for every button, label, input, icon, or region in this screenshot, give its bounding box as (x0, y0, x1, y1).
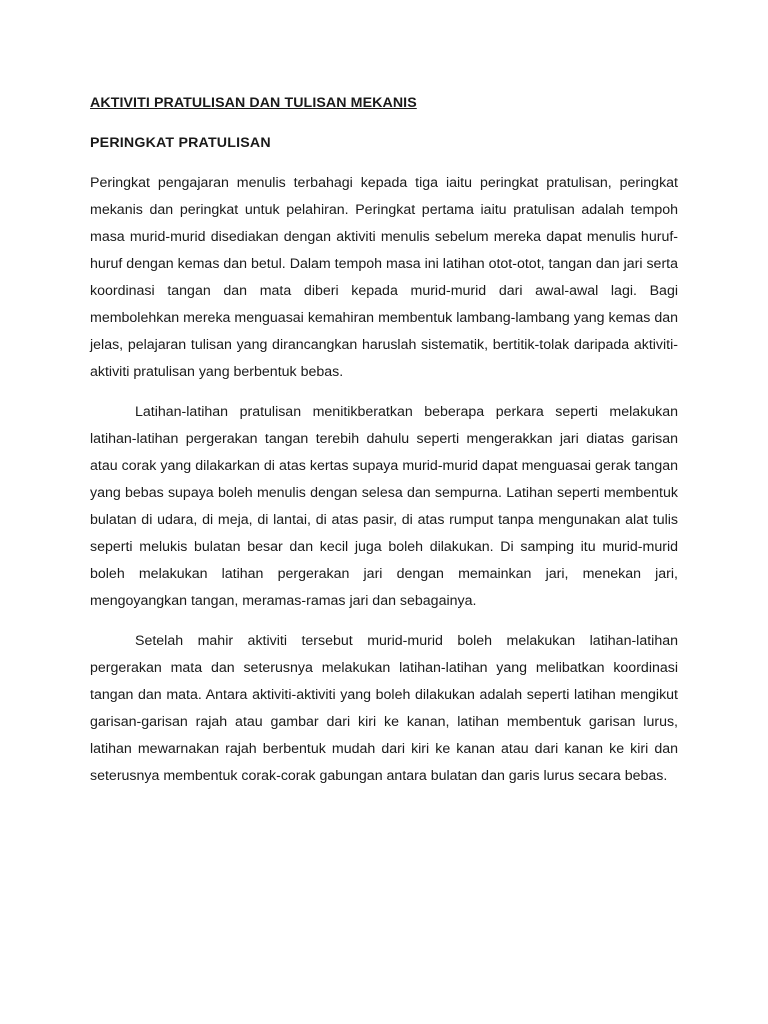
document-title: AKTIVITI PRATULISAN DAN TULISAN MEKANIS (90, 95, 417, 111)
document-body (90, 93, 678, 790)
paragraph-3: Setelah mahir aktiviti tersebut murid-murid boleh melakukan latihan-latihan pergerakan mata dan seterusnya melakukan latihan-latihan yang melibatkan koordinasi tangan dan mata. Antara aktiviti-aktiviti yang boleh dilakukan adalah seperti latihan mengikut garisan-garisan rajah atau gambar dari kiri ke kanan, latihan membentuk garisan lurus, latihan mewarnakan rajah berbentuk mudah dari kiri ke kanan atau dari kanan ke kiri dan seterusnya membentuk corak-corak gabungan antara bulatan dan garis lurus secara bebas. (90, 633, 678, 784)
paragraph-1: Peringkat pengajaran menulis terbahagi kepada tiga iaitu peringkat pratulisan, peringkat mekanis dan peringkat untuk pelahiran. Peringkat pertama iaitu pratulisan adalah tempoh masa murid-murid disediakan dengan aktiviti menulis sebelum mereka dapat menulis huruf-huruf dengan kemas dan betul. Dalam tempoh masa ini latihan otot-otot, tangan dan jari serta koordinasi tangan dan mata diberi kepada murid-murid dari awal-awal lagi. Bagi membolehkan mereka menguasai kemahiran membentuk lambang-lambang yang kemas dan jelas, pelajaran tulisan yang dirancangkan haruslah sistematik, bertitik-tolak daripada aktiviti-aktiviti pratulisan yang berbentuk bebas. (90, 175, 678, 380)
paragraph-2: Latihan-latihan pratulisan menitikberatkan beberapa perkara seperti melakukan latihan-latihan pergerakan tangan terebih dahulu seperti mengerakkan jari diatas garisan atau corak yang dilakarkan di atas kertas supaya murid-murid dapat menguasai gerak tangan yang bebas supaya boleh menulis dengan selesa dan sempurna. Latihan seperti membentuk bulatan di udara, di meja, di lantai, di atas pasir, di atas rumput tanpa mengunakan alat tulis seperti melukis bulatan besar dan kecil juga boleh dilakukan. Di samping itu murid-murid boleh melakukan latihan pergerakan jari dengan memainkan jari, menekan jari, mengoyangkan tangan, meramas-ramas jari dan sebagainya. (90, 404, 678, 609)
section-heading: PERINGKAT PRATULISAN (90, 135, 271, 151)
